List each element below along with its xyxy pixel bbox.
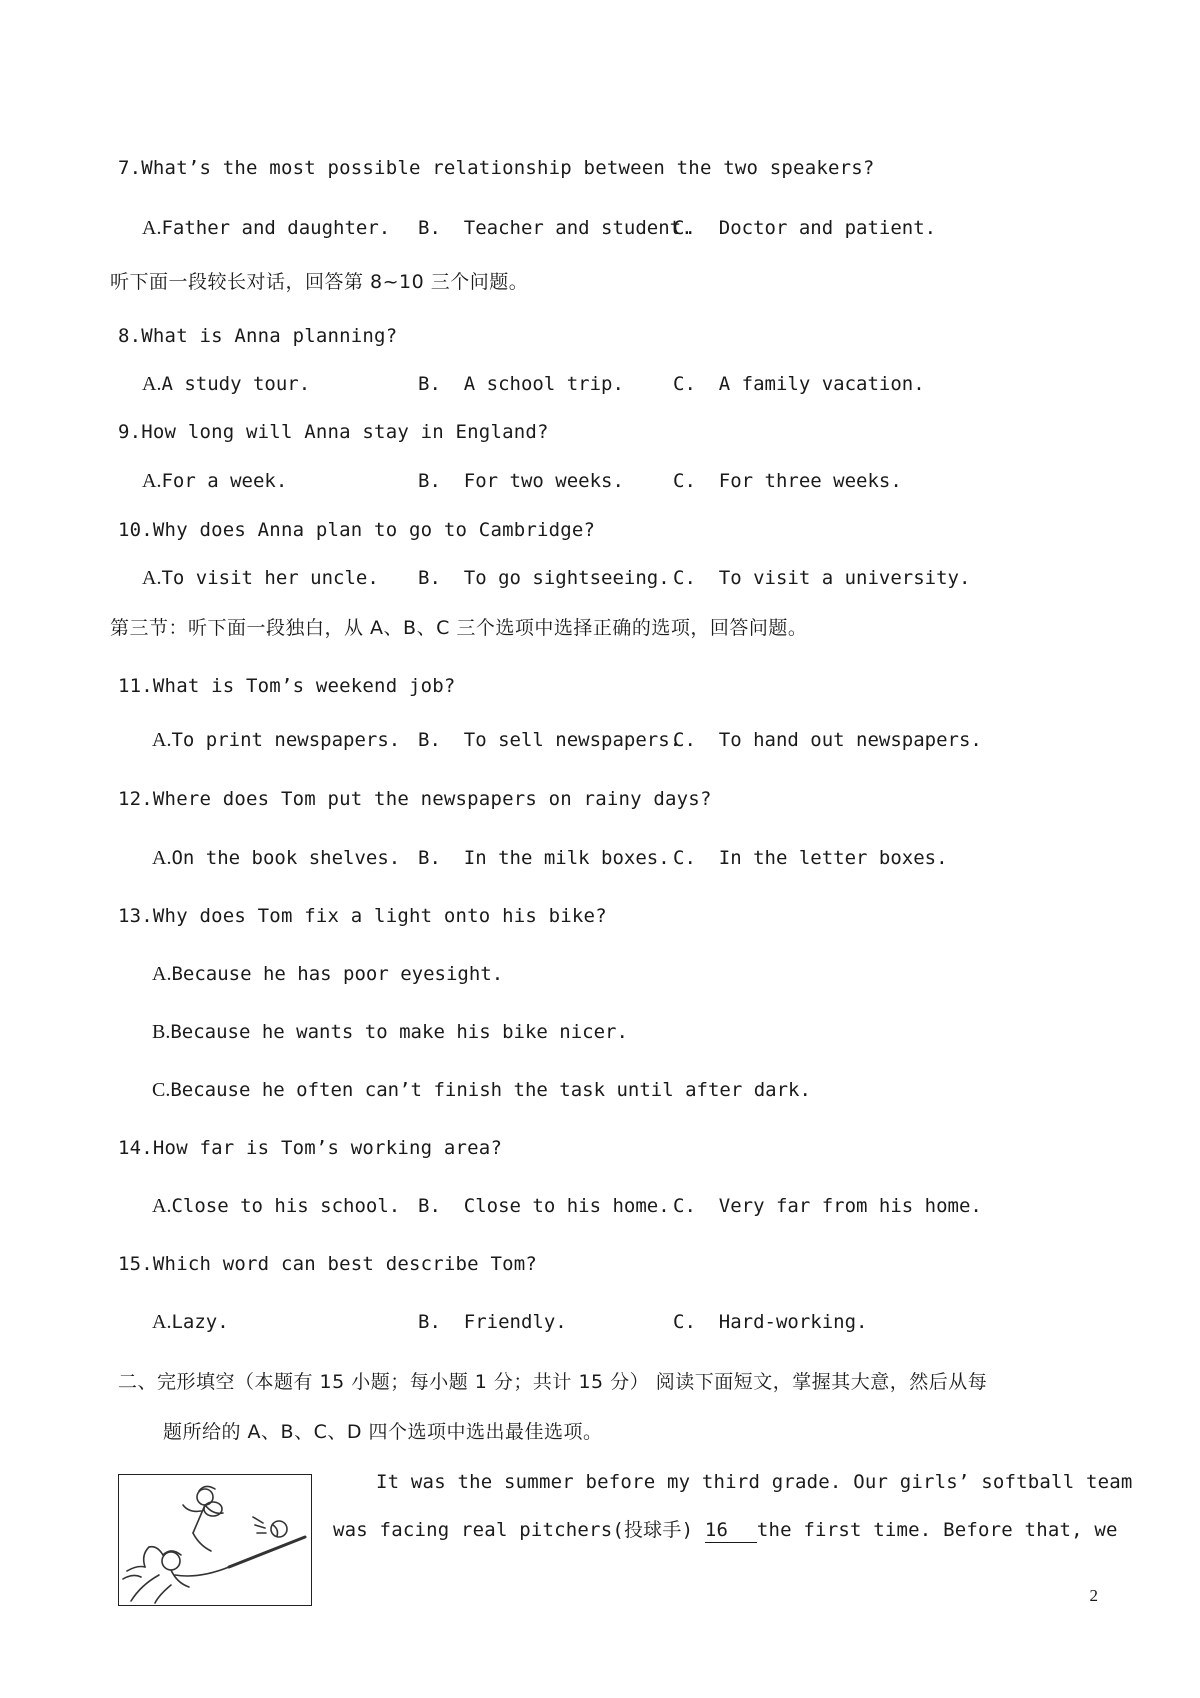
q13-option-b-text: Because he wants to make his bike nicer.: [170, 1021, 628, 1043]
q10-option-a-label: A.: [142, 567, 162, 589]
q14-option-a-label: A.: [152, 1195, 172, 1217]
q12-option-c: C. In the letter boxes.: [673, 847, 948, 869]
q13-option-a-label: A.: [152, 963, 172, 985]
q9-option-a: [142, 469, 287, 493]
question-13-stem: 13.Why does Tom fix a light onto his bike?: [118, 905, 607, 927]
blank-16[interactable]: 16: [705, 1518, 757, 1543]
q14-option-b: B. Close to his home.: [418, 1195, 670, 1217]
q9-option-a-text: For a week.: [161, 470, 288, 492]
q7-option-c: C. Doctor and patient.: [673, 217, 937, 239]
instruction-8-10: 听下面一段较长对话，回答第 8~10 三个问题。: [110, 271, 529, 293]
q10-option-a-text: To visit her uncle.: [161, 567, 379, 589]
part-2-heading-cont: 题所给的 A、B、C、D 四个选项中选出最佳选项。: [163, 1421, 603, 1443]
q10-option-c: C. To visit a university.: [673, 567, 971, 589]
q15-option-a: [152, 1310, 229, 1334]
question-11-stem: 11.What is Tom’s weekend job?: [118, 675, 456, 697]
q13-option-c-label: C.: [152, 1079, 171, 1101]
q11-option-a-text: To print newspapers.: [171, 729, 401, 751]
question-7-stem: 7.What’s the most possible relationship between the two speakers?: [118, 157, 875, 179]
q7-option-b: B. Teacher and student.: [418, 217, 693, 239]
q15-option-a-text: Lazy.: [171, 1311, 229, 1333]
q15-option-b: B. Friendly.: [418, 1311, 567, 1333]
page-number: 2: [1089, 1586, 1098, 1605]
q12-option-a-label: A.: [152, 847, 172, 869]
q8-option-b: B. A school trip.: [418, 373, 624, 395]
passage-line-2-end: the first time. Before that, we: [756, 1519, 1118, 1541]
q11-option-b: B. To sell newspapers.: [418, 729, 682, 751]
softball-player-icon: [119, 1475, 311, 1605]
q7-option-a: [142, 216, 390, 240]
q13-option-b-label: B.: [152, 1021, 171, 1043]
q13-option-a-text: Because he has poor eyesight.: [171, 963, 504, 985]
q8-option-a-label: A.: [142, 373, 162, 395]
q8-option-a-text: A study tour.: [161, 373, 311, 395]
question-12-stem: 12.Where does Tom put the newspapers on rainy days?: [118, 788, 712, 810]
q13-option-c-text: Because he often can’t finish the task until after dark.: [170, 1079, 811, 1101]
passage-line-2-start: was facing real pitchers(投球手): [333, 1519, 705, 1541]
q14-option-c: C. Very far from his home.: [673, 1195, 982, 1217]
q12-option-b: B. In the milk boxes.: [418, 847, 670, 869]
q13-option-c: [152, 1078, 811, 1102]
q13-option-a: [152, 962, 503, 986]
q7-option-a-text: Father and daughter.: [161, 217, 391, 239]
q11-option-a-label: A.: [152, 729, 172, 751]
part-2-heading: 二、完形填空（本题有 15 小题；每小题 1 分；共计 15 分） 阅读下面短文，掌握其大意，然后从每: [118, 1371, 988, 1393]
q9-option-a-label: A.: [142, 470, 162, 492]
q14-option-a-text: Close to his school.: [171, 1195, 401, 1217]
q12-option-a-text: On the book shelves.: [171, 847, 401, 869]
question-10-stem: 10.Why does Anna plan to go to Cambridge?: [118, 519, 596, 541]
question-8-stem: 8.What is Anna planning?: [118, 325, 398, 347]
softball-illustration: [118, 1474, 312, 1606]
q14-option-a: [152, 1194, 400, 1218]
passage-line-1: It was the summer before my third grade. Our girls’ softball team: [376, 1471, 1133, 1493]
q12-option-a: [152, 846, 400, 870]
q9-option-b: B. For two weeks.: [418, 470, 624, 492]
q15-option-a-label: A.: [152, 1311, 172, 1333]
q10-option-b: B. To go sightseeing.: [418, 567, 670, 589]
q13-option-b: [152, 1020, 628, 1044]
q8-option-a: [142, 372, 310, 396]
question-15-stem: 15.Which word can best describe Tom?: [118, 1253, 538, 1275]
question-14-stem: 14.How far is Tom’s working area?: [118, 1137, 503, 1159]
passage-line-2: [333, 1518, 1118, 1543]
q8-option-c: C. A family vacation.: [673, 373, 925, 395]
q9-option-c: C. For three weeks.: [673, 470, 902, 492]
q15-option-c: C. Hard-working.: [673, 1311, 868, 1333]
q10-option-a: [142, 566, 379, 590]
question-9-stem: 9.How long will Anna stay in England?: [118, 421, 549, 443]
q11-option-c: C. To hand out newspapers.: [673, 729, 982, 751]
q7-option-a-label: A.: [142, 217, 162, 239]
section-3-heading: 第三节：听下面一段独白，从 A、B、C 三个选项中选择正确的选项，回答问题。: [110, 617, 808, 639]
q11-option-a: [152, 728, 400, 752]
